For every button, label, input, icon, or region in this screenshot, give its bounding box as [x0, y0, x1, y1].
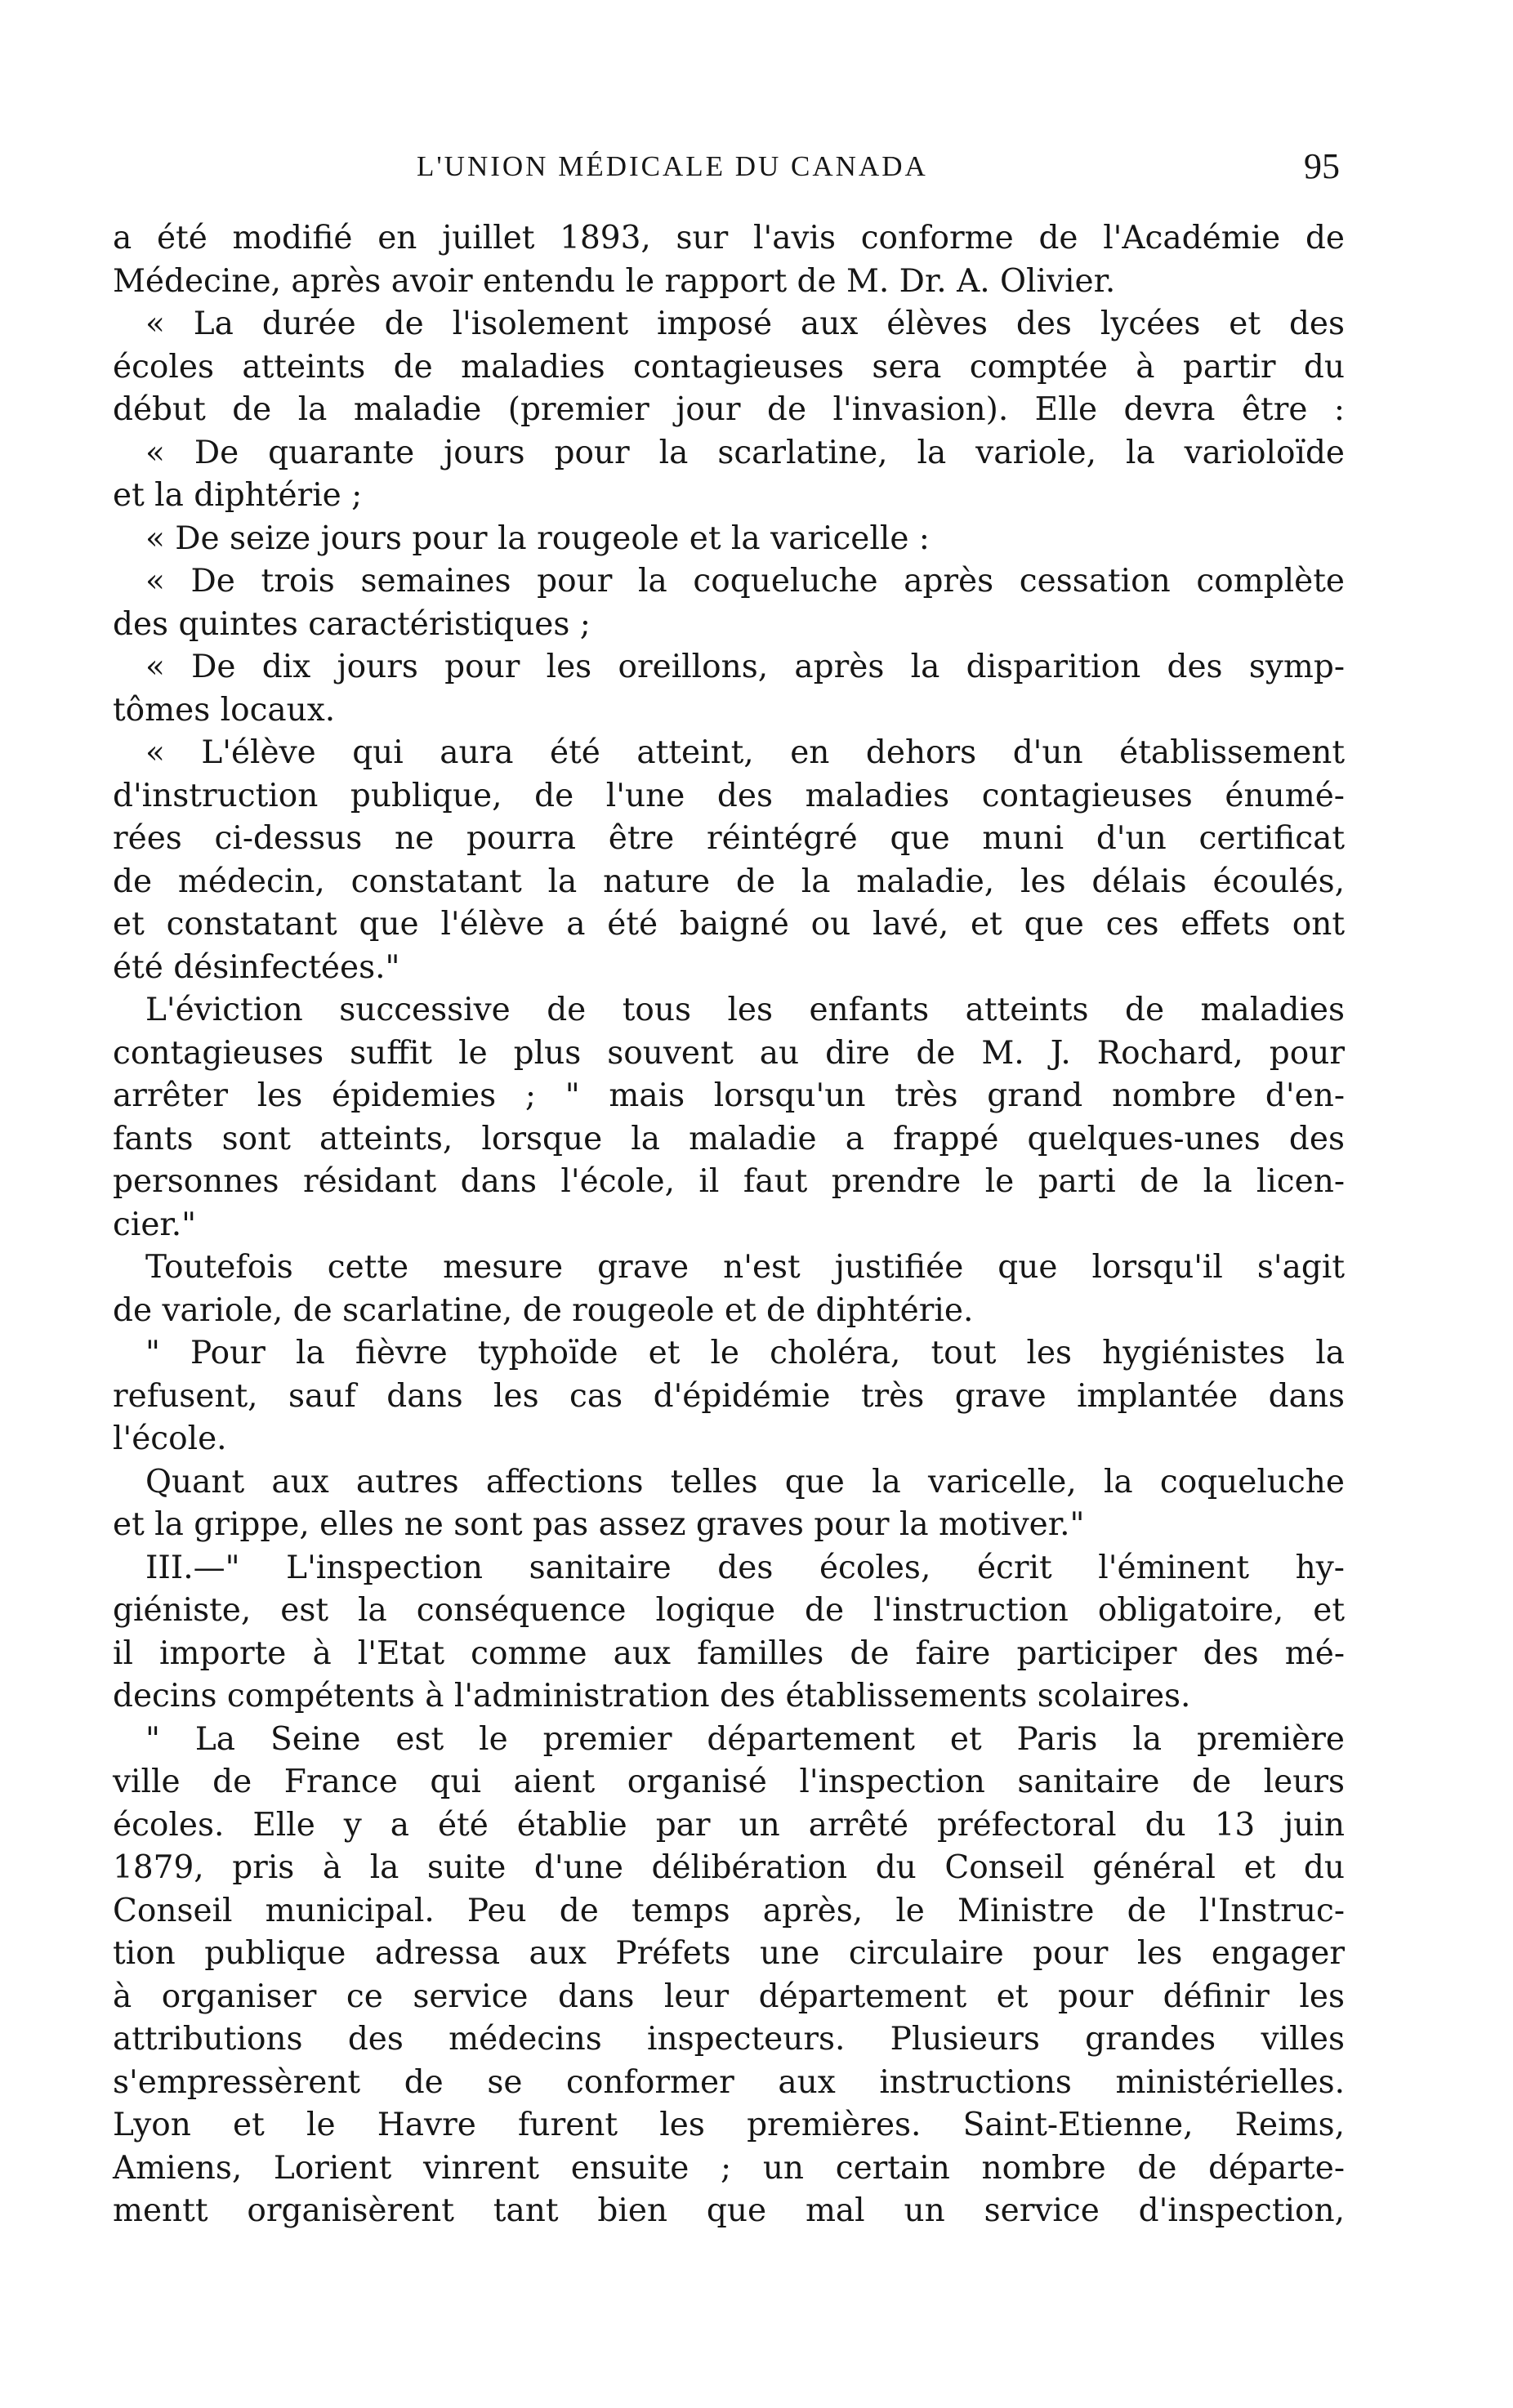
text-line: " Pour la fièvre typhoïde et le choléra, tout les hygiénistes la	[145, 1335, 1345, 1371]
text-line: des quintes caractéristiques ;	[113, 605, 591, 643]
text-line: Amiens, Lorient vinrent ensuite ; un certain nombre de départe-	[113, 2149, 1345, 2187]
text-line: cier."	[113, 1206, 197, 1243]
page-number: 95	[1304, 146, 1340, 186]
text-line: Médecine, après avoir entendu le rapport de M. Dr. A. Olivier.	[113, 262, 1116, 300]
text-line: 1879, pris à la suite d'une délibération du Conseil général et du	[113, 1849, 1345, 1886]
text-line: ville de France qui aient organisé l'inspection sanitaire de leurs	[113, 1764, 1345, 1800]
text-line: été désinfectées."	[113, 948, 400, 986]
text-line: Quant aux autres affections telles que la varicelle, la coqueluche	[145, 1463, 1345, 1501]
text-line: début de la maladie (premier jour de l'invasion). Elle devra être :	[113, 391, 1345, 428]
text-line: et la grippe, elles ne sont pas assez graves pour la motiver."	[113, 1506, 1085, 1543]
text-line: « De trois semaines pour la coqueluche après cessation complète	[145, 563, 1345, 600]
text-line: attributions des médecins inspecteurs. Plusieurs grandes villes	[113, 2021, 1345, 2058]
text-line: fants sont atteints, lorsque la maladie a frappé quelques-unes des	[113, 1120, 1345, 1157]
text-line: à organiser ce service dans leur département et pour définir les	[113, 1978, 1345, 2015]
text-line: Lyon et le Havre furent les premières. Saint-Etienne, Reims,	[113, 2107, 1345, 2143]
page-header	[123, 145, 1340, 194]
text-line: s'empressèrent de se conformer aux instructions ministérielles.	[113, 2063, 1345, 2101]
body-text	[113, 217, 1345, 2233]
text-line: tion publique adressa aux Préfets une circulaire pour les engager	[113, 1935, 1345, 1972]
text-line: écoles. Elle y a été établie par un arrêté préfectoral du 13 juin	[113, 1806, 1345, 1844]
text-line: de variole, de scarlatine, de rougeole et de diphtérie.	[113, 1291, 974, 1329]
text-line: l'école.	[113, 1420, 227, 1457]
text-line: d'instruction publique, de l'une des maladies contagieuses énumé-	[113, 777, 1345, 814]
text-line: arrêter les épidemies ; " mais lorsqu'un très grand nombre d'en-	[113, 1077, 1345, 1114]
text-line: écoles atteints de maladies contagieuses sera comptée à partir du	[113, 348, 1345, 386]
text-line: Conseil municipal. Peu de temps après, le Ministre de l'Instruc-	[113, 1892, 1345, 1929]
running-title: L'UNION MÉDICALE DU CANADA	[417, 150, 928, 182]
text-line: a été modifié en juillet 1893, sur l'avis conforme de l'Académie de	[113, 220, 1345, 256]
text-line: de médecin, constatant la nature de la maladie, les délais écoulés,	[113, 863, 1345, 900]
text-line: giéniste, est la conséquence logique de l'instruction obligatoire, et	[113, 1592, 1345, 1629]
text-line: « L'élève qui aura été atteint, en dehors d'un établissement	[145, 734, 1345, 771]
text-line: " La Seine est le premier département et Paris la première	[145, 1720, 1345, 1758]
text-line: « De seize jours pour la rougeole et la varicelle :	[145, 520, 930, 557]
text-line: Toutefois cette mesure grave n'est justifiée que lorsqu'il s'agit	[145, 1249, 1345, 1286]
text-line: « La durée de l'isolement imposé aux élèves des lycées et des	[145, 305, 1345, 342]
text-line: rées ci-dessus ne pourra être réintégré que muni d'un certificat	[113, 820, 1345, 857]
text-line: « De dix jours pour les oreillons, après la disparition des symp-	[145, 649, 1345, 685]
text-line: il importe à l'Etat comme aux familles de faire participer des mé-	[113, 1634, 1345, 1672]
text-line: personnes résidant dans l'école, il faut prendre le parti de la licen-	[113, 1163, 1345, 1200]
text-line: « De quarante jours pour la scarlatine, la variole, la varioloïde	[145, 434, 1345, 471]
text-line: L'éviction successive de tous les enfants atteints de maladies	[145, 992, 1345, 1028]
text-line: contagieuses suffit le plus souvent au dire de M. J. Rochard, pour	[113, 1034, 1345, 1072]
text-line: mentt organisèrent tant bien que mal un service d'inspection,	[113, 2192, 1345, 2229]
text-line: tômes locaux.	[113, 691, 336, 729]
text-line: et la diphtérie ;	[113, 477, 363, 514]
text-line: decins compétents à l'administration des établissements scolaires.	[113, 1678, 1191, 1715]
text-line: et constatant que l'élève a été baigné ou lavé, et que ces effets ont	[113, 906, 1345, 943]
text-line: refusent, sauf dans les cas d'épidémie très grave implantée dans	[113, 1377, 1345, 1415]
text-line: III.—" L'inspection sanitaire des écoles, écrit l'éminent hy-	[145, 1549, 1345, 1586]
